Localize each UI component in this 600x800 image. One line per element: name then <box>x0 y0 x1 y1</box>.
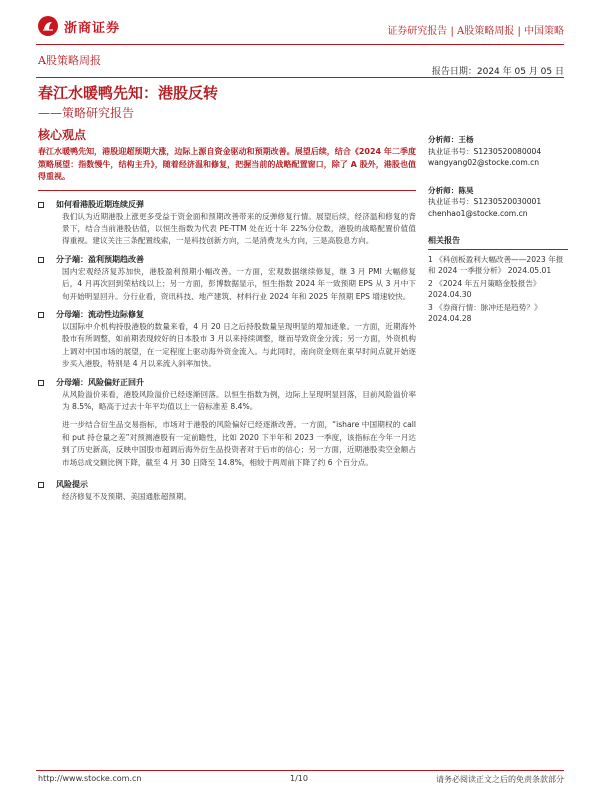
analyst-cert: 执业证书号：S1230520080004 <box>428 146 542 156</box>
section-3 <box>38 309 416 371</box>
company-logo <box>38 16 120 36</box>
section-heading: 如何看港股近期连续反弹 <box>56 199 144 209</box>
section-paragraph: 我们认为近期港股上涨更多受益于资金面和预期改善带来的反弹修复行情。展望后续，经济温和修复的背景下，结合当前港股估值，以恒生指数为代表 PE-TTM 处在近十年 22%分位数，港股的战略配置价值值得重视。建议关注三条配置线索，一是科技创新方向，二是消费龙头方向，三是高股息方向。 <box>62 211 416 246</box>
disclaimer-note: 请务必阅读正文之后的免责条款部分 <box>436 775 564 784</box>
footer-url[interactable]: http://www.stocke.com.cn <box>38 774 142 783</box>
related-item[interactable]: 1 《科创板盈利大幅改善——2023 年报和 2024 一季报分析》 2024.05.01 <box>428 254 564 275</box>
bullet-icon <box>38 257 44 263</box>
sidebar <box>428 134 568 326</box>
section-5 <box>38 479 416 503</box>
core-heading: 核心观点 <box>38 128 87 142</box>
section-heading: 风险提示 <box>56 480 88 489</box>
report-category: A股策略周报 <box>38 54 101 67</box>
related-heading: 相关报告 <box>428 235 568 250</box>
section-heading: 分母端：流动性边际修复 <box>56 309 144 319</box>
related-item[interactable]: 2 《2024 年五月策略金股报告》 2024.04.30 <box>428 278 541 299</box>
footer-divider <box>36 770 564 771</box>
section-paragraph: 进一步结合衍生品交易指标，市场对于港股的风险偏好已经逐渐改善。一方面，“ishare 中国期权的 call 和 put 持仓量之差”对预测港股有一定前瞻性，比如 2020 下半年和 2023 一季度，该指标在今年一月达到了历史新高，反映中国股市超调后海外衍生品投资者对于后市的信心；另一方面，近期港股卖空金额占市场总成交额比例下降，截至 4 月 30 日降至 14.8%，相较于两周前下降了约 6 个百分点。 <box>62 420 416 467</box>
section-heading: 分子端：盈利预期趋改善 <box>56 254 144 264</box>
bullet-icon <box>38 380 44 386</box>
title-divider <box>36 77 564 78</box>
analyst-email[interactable]: chenhao1@stocke.com.cn <box>428 208 528 218</box>
analyst-name: 王杨 <box>458 135 474 144</box>
page-subtitle: ——策略研究报告 <box>38 106 135 120</box>
section-heading: 分母端：风险偏好正回升 <box>56 377 144 387</box>
page-title: 春江水暖鸭先知：港股反转 <box>38 84 219 102</box>
bullet-icon <box>38 312 44 318</box>
analyst-card <box>428 134 568 169</box>
related-list <box>428 254 568 325</box>
related-item[interactable]: 3 《券商行情：脉冲还是趋势？》 2024.04.28 <box>428 302 542 323</box>
analyst-role: 分析师： <box>428 185 459 195</box>
core-divider <box>38 190 416 191</box>
logo-icon <box>38 16 58 36</box>
core-text: 春江水暖鸭先知，港股迎超预期大涨，边际上源自资金驱动和预期改善。展望后续，结合《2024 年二季度策略展望：指数慢牛，结构主升》，随着经济温和修复，把握当前的战略配置窗口，除了 A 股外，港股也值得重视。 <box>38 147 416 181</box>
bullet-icon <box>38 482 44 488</box>
header-divider <box>36 44 564 45</box>
section-paragraph: 经济修复不及预期、美国通胀超预期。 <box>62 492 192 501</box>
analyst-name: 陈昊 <box>458 185 474 195</box>
section-4 <box>38 377 416 469</box>
analyst-cert: 执业证书号：S1230520030001 <box>428 197 542 206</box>
analyst-email[interactable]: wangyang02@stocke.com.cn <box>428 158 540 167</box>
report-type: 证券研究报告 | A股策略周报 | 中国策略 <box>387 26 564 37</box>
section-2 <box>38 254 416 303</box>
company-name: 浙商证券 <box>64 20 121 36</box>
section-paragraph: 以国际中介机构持股港股的数量来看，4 月 20 日之后持股数量呈现明显的增加迹象。一方面，近期海外股市有所调整，如前期表现较好的日本股市 3 月以来持续调整，继而导致资金分流；另一方面，外资机构上调对中国市场的展望，在一定程度上驱动海外资金流入。与此同时，南向资金则在東早时间点就开始逐步买入港股，特别是 4 月以来流入斜率加快。 <box>62 321 416 369</box>
page-number: 1/10 <box>290 774 308 783</box>
main-content <box>38 126 416 509</box>
section-paragraph: 国内宏观经济复苏加快，港股盈利预期小幅改善。一方面，宏观数据继续修复，继 3 月 PMI 大幅修复后，4 月再次回到荣枯线以上；另一方面，彭博数据显示，恒生指数 2024 年一致预期 EPS 从 3 月中下旬开始明显回升。分行业看，资讯科技、地产建筑、材料行业 2024 年和 2025 年预期 EPS 增速较快。 <box>62 266 416 301</box>
analyst-card <box>428 185 568 220</box>
analyst-role: 分析师： <box>428 135 459 144</box>
section-1 <box>38 199 416 248</box>
section-paragraph: 从风险溢价来看，港股风险溢价已经逐渐回落。以恒生指数为例，边际上呈现明显回落，目前风险溢价率为 8.5%，略高于过去十年平均值以上一倍标准差 8.4%。 <box>62 389 416 411</box>
bullet-icon <box>38 202 44 208</box>
report-date: 报告日期：2024 年 05 月 05 日 <box>431 67 564 77</box>
